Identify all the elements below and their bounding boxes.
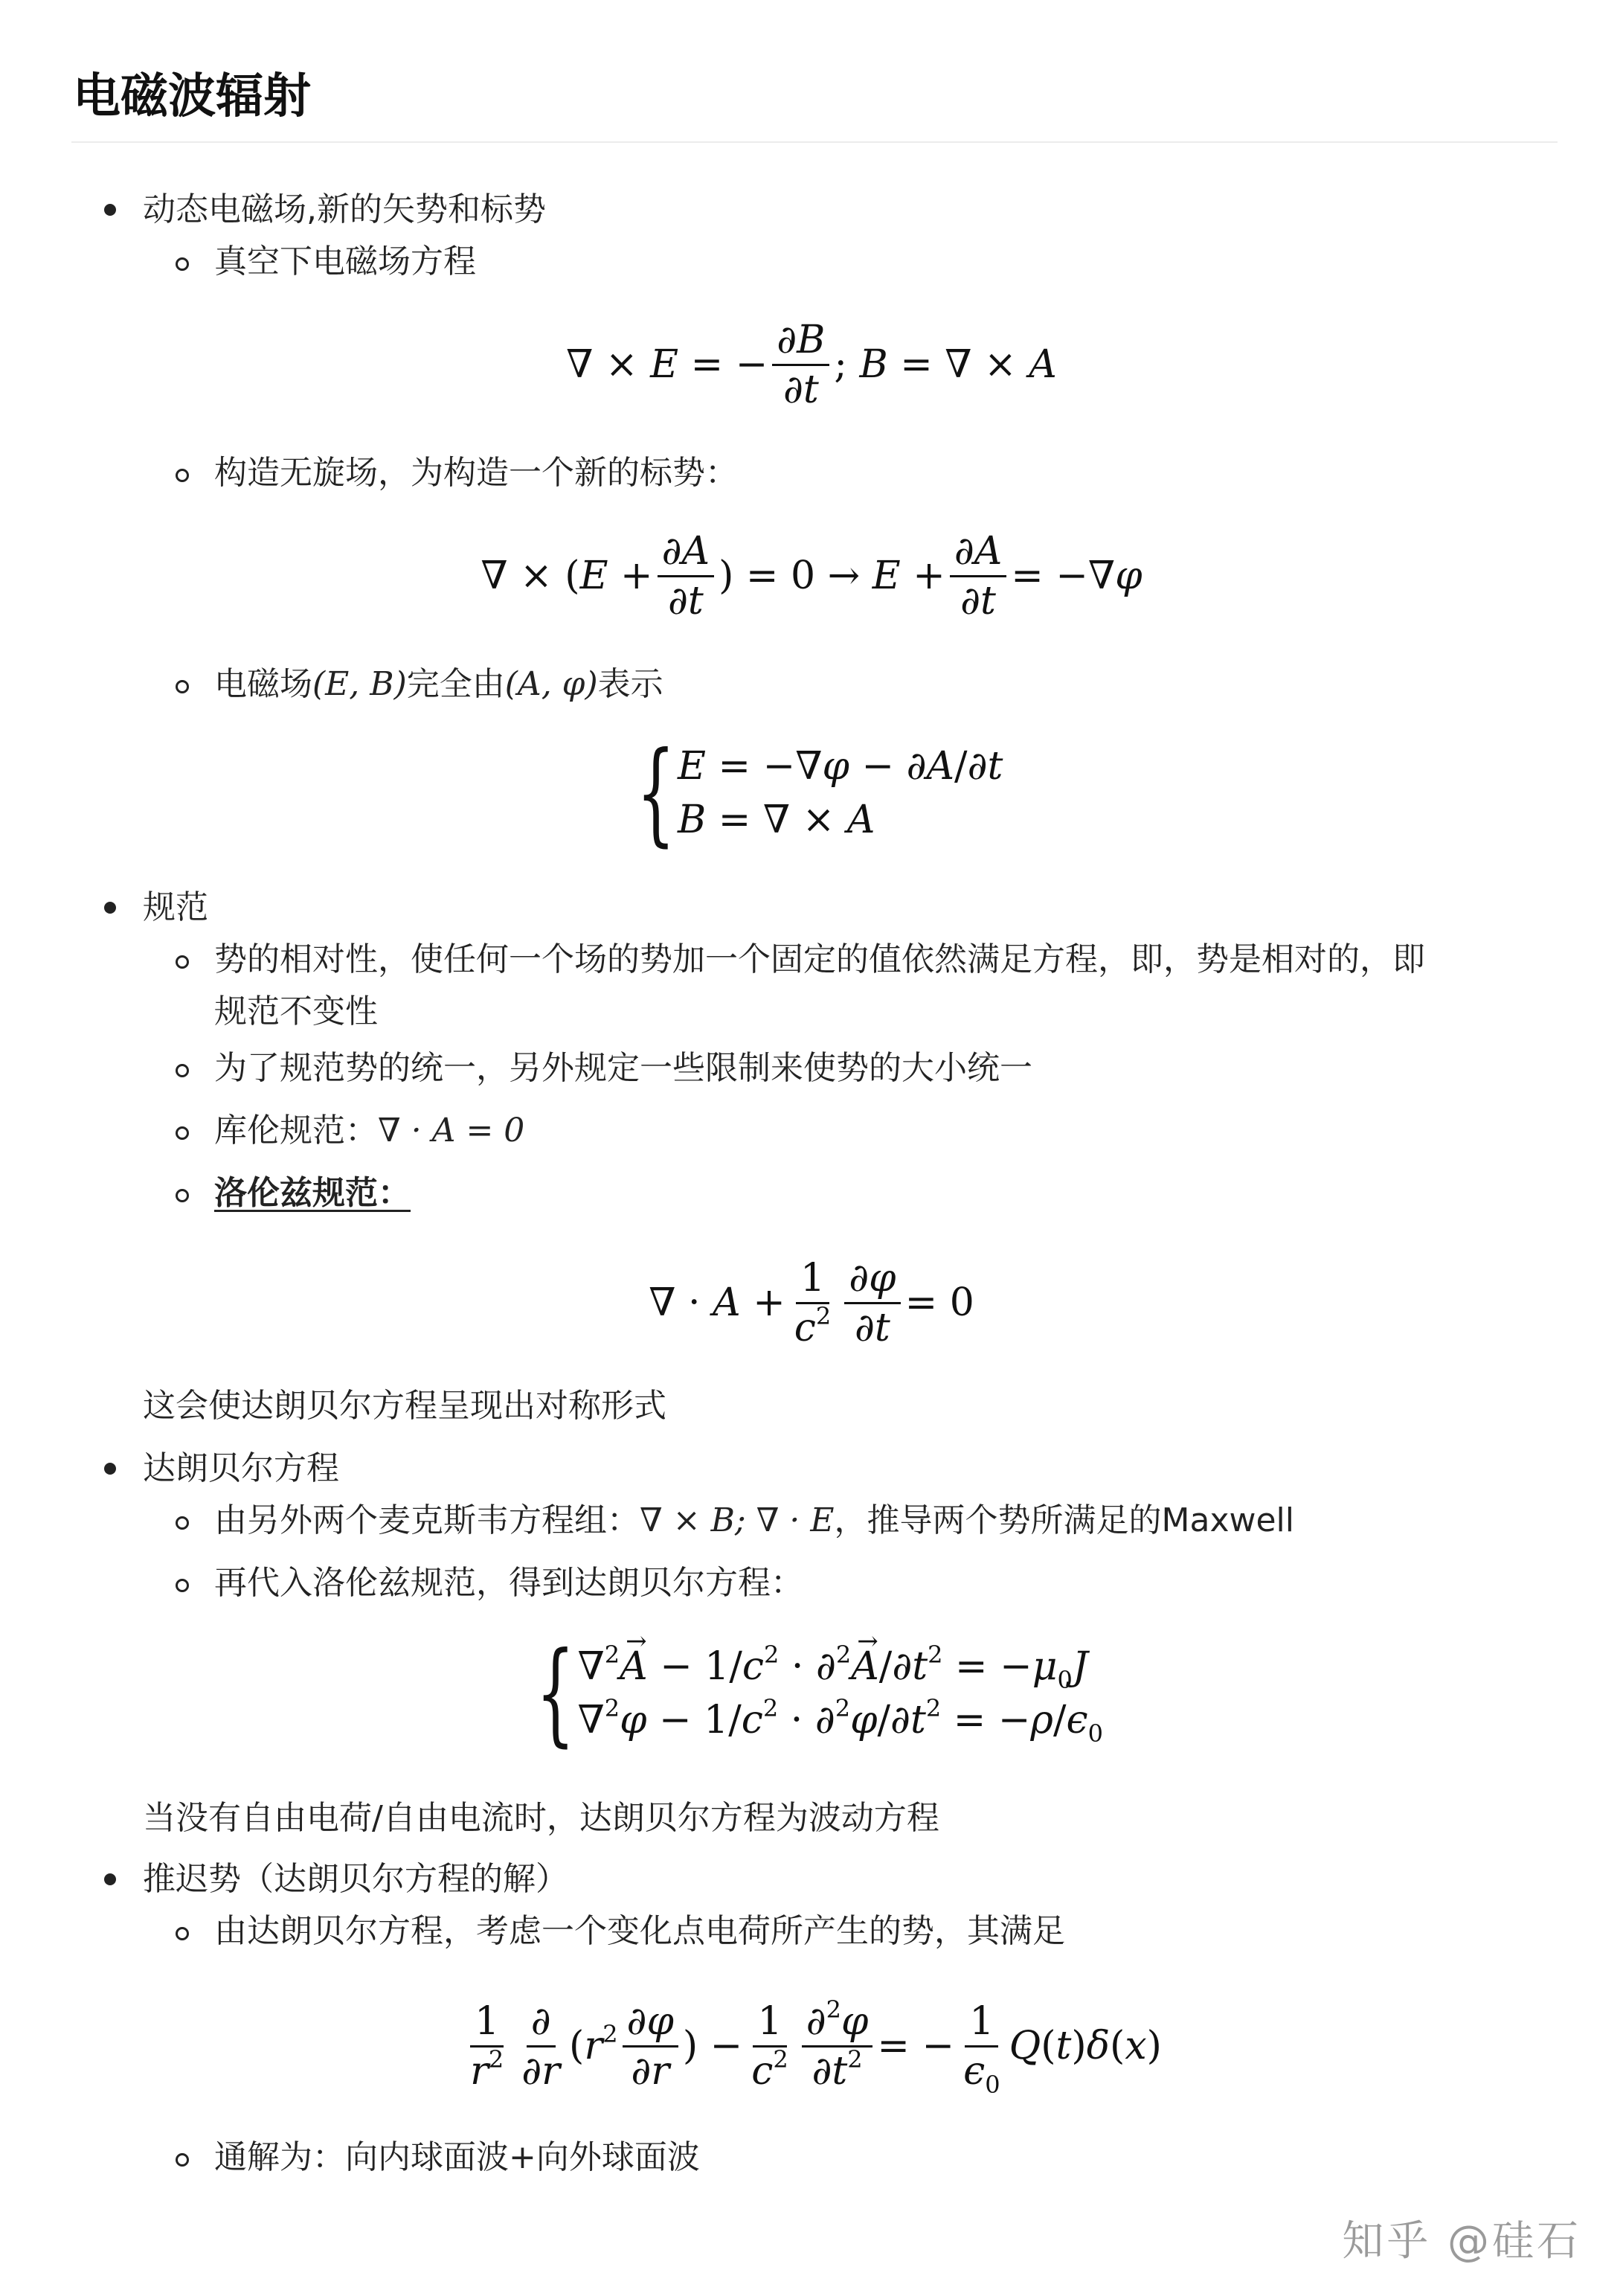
bullet xyxy=(104,1873,116,1885)
sub-bullet xyxy=(176,1516,189,1530)
note-text: 这会使达朗贝尔方程呈现出对称形式 xyxy=(143,1387,666,1425)
sub-bullet xyxy=(176,1927,189,1940)
sub-bullet xyxy=(176,1579,189,1592)
equation-irrotational: ∇ × (E + $\frac{\partial A}{\partial t}$ ) = 0 → E + $\frac{\partial A}{\partial t}$ = −∇φ xyxy=(481,528,1142,623)
sub-bullet xyxy=(176,2153,189,2167)
list-item: 构造无旋场，为构造一个新的标势： xyxy=(214,454,738,492)
list-item: 再代入洛伦兹规范，得到达朗贝尔方程： xyxy=(214,1564,803,1602)
section-heading: 动态电磁场,新的矢势和标势 xyxy=(143,190,546,228)
list-item: 势的相对性，使任何一个场的势加一个固定的值依然满足方程，即，势是相对的，即 xyxy=(214,940,1425,978)
list-item: 电磁场(E, B)完全由(A, φ)表示 xyxy=(214,665,663,703)
list-item: 为了规范势的统一，另外规定一些限制来使势的大小统一 xyxy=(214,1049,1032,1087)
list-item: 库伦规范：∇ · A = 0 xyxy=(214,1112,525,1149)
equation-maxwell-vacuum: ∇ × E = − $\frac{\partial B}{\partial t}$ ; B = ∇ × A xyxy=(566,317,1057,412)
section-heading: 推迟势（达朗贝尔方程的解） xyxy=(143,1860,568,1898)
list-item: 由另外两个麦克斯韦方程组：∇ × B; ∇ · E，推导两个势所满足的Maxwell xyxy=(214,1501,1294,1539)
list-item: 通解为：向内球面波+向外球面波 xyxy=(214,2138,700,2176)
list-item: 由达朗贝尔方程，考虑一个变化点电荷所产生的势，其满足 xyxy=(214,1912,1065,1950)
list-item: 真空下电磁场方程 xyxy=(214,243,476,280)
sub-bullet xyxy=(176,469,189,482)
note-text: 当没有自由电荷/自由电流时，达朗贝尔方程为波动方程 xyxy=(143,1799,939,1837)
sub-bullet xyxy=(176,1126,189,1140)
sub-bullet xyxy=(176,1064,189,1077)
list-item-continuation: 规范不变性 xyxy=(214,993,378,1030)
sub-bullet xyxy=(176,680,189,693)
equation-dalembert-system: { $\nabla^2\to A - 1/c^2 \cdot \partial^2\to A/\partial t^2 = -\mu_0J$ $\nabla^2\varphi - 1/c^2 \cdot \partial^2\varphi/\partial t^2 = -\rho/\epsilon_0$ xyxy=(0,1626,1623,1760)
bullet xyxy=(104,204,116,216)
sub-bullet xyxy=(176,955,189,969)
equation-retarded-potential: $\frac{1}{r^2}$ $\frac{\partial}{\partial r}$ ($r^2$ $\frac{\partial\varphi}{\partial r}$ ) − $\frac{1}{c^2}$ $\frac{\partial^2\varphi}{\partial t^2}$ = − $\frac{1}{\epsilon_0}$ Q(t)δ(x) xyxy=(470,1995,1162,2099)
equation-lorenz-gauge: ∇ · A + $\frac{1}{c^2}$ $\frac{\partial\varphi}{\partial t}$ = 0 xyxy=(649,1255,974,1350)
equation-system-fields: { E = −∇φ − ∂A/∂t B = ∇ × A xyxy=(636,728,1003,858)
section-heading: 规范 xyxy=(143,888,208,926)
section-heading: 达朗贝尔方程 xyxy=(143,1449,339,1487)
list-item-lorenz-gauge: 洛伦兹规范： xyxy=(214,1174,411,1212)
sub-bullet xyxy=(176,257,189,271)
bullet xyxy=(104,1463,116,1475)
title-divider xyxy=(71,141,1558,143)
bullet xyxy=(104,902,116,914)
page-title: 电磁波辐射 xyxy=(73,69,311,124)
watermark: 知乎 @硅石 xyxy=(1342,2217,1581,2265)
sub-bullet xyxy=(176,1189,189,1202)
